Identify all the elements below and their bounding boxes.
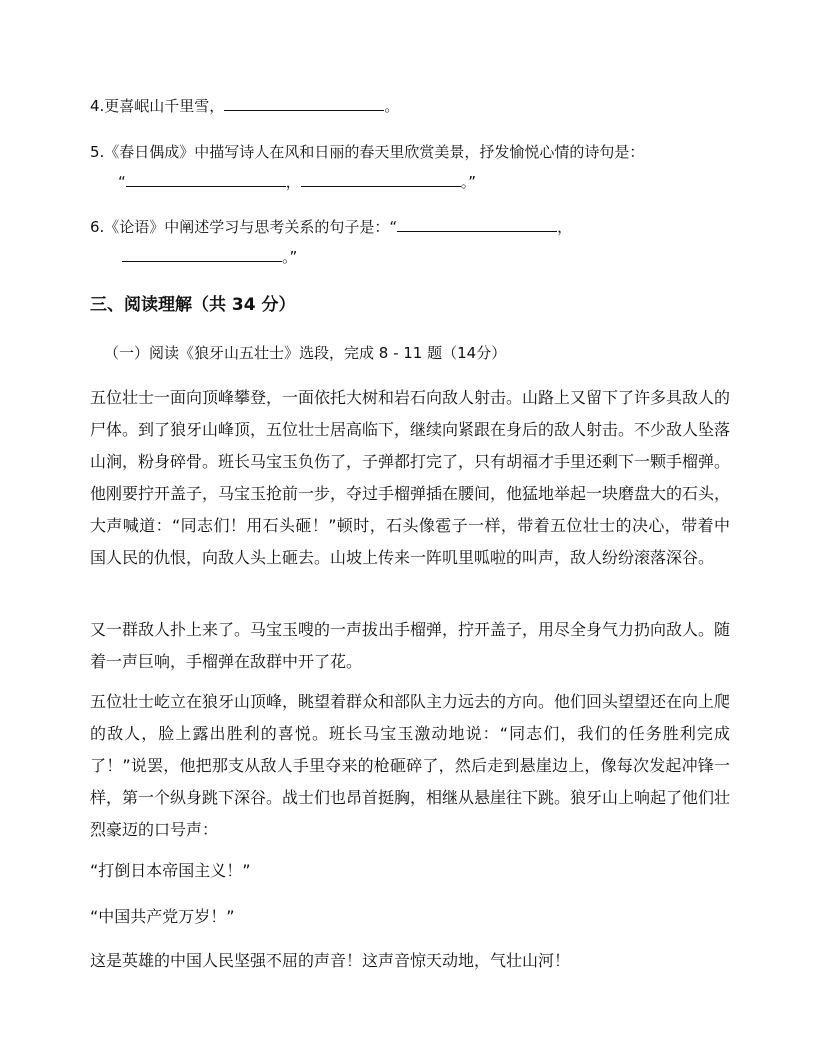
passage-slogan-1: “打倒日本帝国主义！” xyxy=(90,861,251,880)
question-6 xyxy=(90,217,572,237)
question-6-close: 。” xyxy=(282,248,298,266)
question-5-answer-line xyxy=(118,172,476,192)
answer-blank-6b[interactable] xyxy=(122,247,282,262)
section-heading: 三、阅读理解（共 34 分） xyxy=(90,295,296,315)
answer-blank-4[interactable] xyxy=(224,96,384,111)
question-6-text: 6.《论语》中阐述学习与思考关系的句子是：“ xyxy=(90,218,398,236)
section-subheading: （一）阅读《狼牙山五壮士》选段，完成 8 - 11 题（14分） xyxy=(104,344,507,362)
question-6-comma: ， xyxy=(557,218,573,236)
question-5-text: 5.《春日偶成》中描写诗人在风和日丽的春天里欣赏美景，抒发愉悦心情的诗句是： xyxy=(90,143,645,161)
answer-blank-5a[interactable] xyxy=(126,172,286,187)
passage-paragraph-3: 五位壮士屹立在狼牙山顶峰，眺望着群众和部队主力远去的方向。他们回头望望还在向上爬的敌人，脸上露出胜利的喜悦。班长马宝玉激动地说：“同志们，我们的任务胜利完成了！”说罢，他把那支从敌人手里夺来的枪砸碎了，然后走到悬崖边上，像每次发起冲锋一样，第一个纵身跳下深谷。战士们也昂首挺胸，相继从悬崖往下跳。狼牙山上响起了他们壮烈豪迈的口号声： xyxy=(90,692,731,839)
passage-paragraph-2: 又一群敌人扑上来了。马宝玉嗖的一声拔出手榴弹，拧开盖子，用尽全身气力扔向敌人。随着一声巨响，手榴弹在敌群中开了花。 xyxy=(90,620,731,671)
question-6-answer-line xyxy=(122,247,297,267)
answer-blank-6a[interactable] xyxy=(397,217,557,232)
question-5-open-quote: “ xyxy=(118,173,126,191)
question-5-close: 。” xyxy=(460,173,477,191)
question-5-comma: ， xyxy=(285,173,301,191)
passage-slogan-2: “中国共产党万岁！” xyxy=(90,907,235,926)
passage-closing: 这是英雄的中国人民坚强不屈的声音！这声音惊天动地，气壮山河！ xyxy=(90,951,571,970)
question-4 xyxy=(90,96,399,116)
passage-paragraph-1: 五位壮士一面向顶峰攀登，一面依托大树和岩石向敌人射击。山路上又留下了许多具敌人的尸体。到了狼牙山峰顶，五位壮士居高临下，继续向紧跟在身后的敌人射击。不少敌人坠落山涧，粉身碎骨。班长马宝玉负伤了，子弹都打完了，只有胡福才手里还剩下一颗手榴弹。他刚要拧开盖子，马宝玉抢前一步，夺过手榴弹插在腰间，他猛地举起一块磨盘大的石头，大声喊道：“同志们！用石头砸！”顿时，石头像雹子一样，带着五位壮士的决心，带着中国人民的仇恨，向敌人头上砸去。山坡上传来一阵叽里呱啦的叫声，敌人纷纷滚落深谷。 xyxy=(90,388,731,567)
answer-blank-5b[interactable] xyxy=(301,172,461,187)
question-4-end: 。 xyxy=(384,97,400,115)
question-5 xyxy=(90,142,644,162)
question-4-text: 4.更喜岷山千里雪， xyxy=(90,97,225,115)
